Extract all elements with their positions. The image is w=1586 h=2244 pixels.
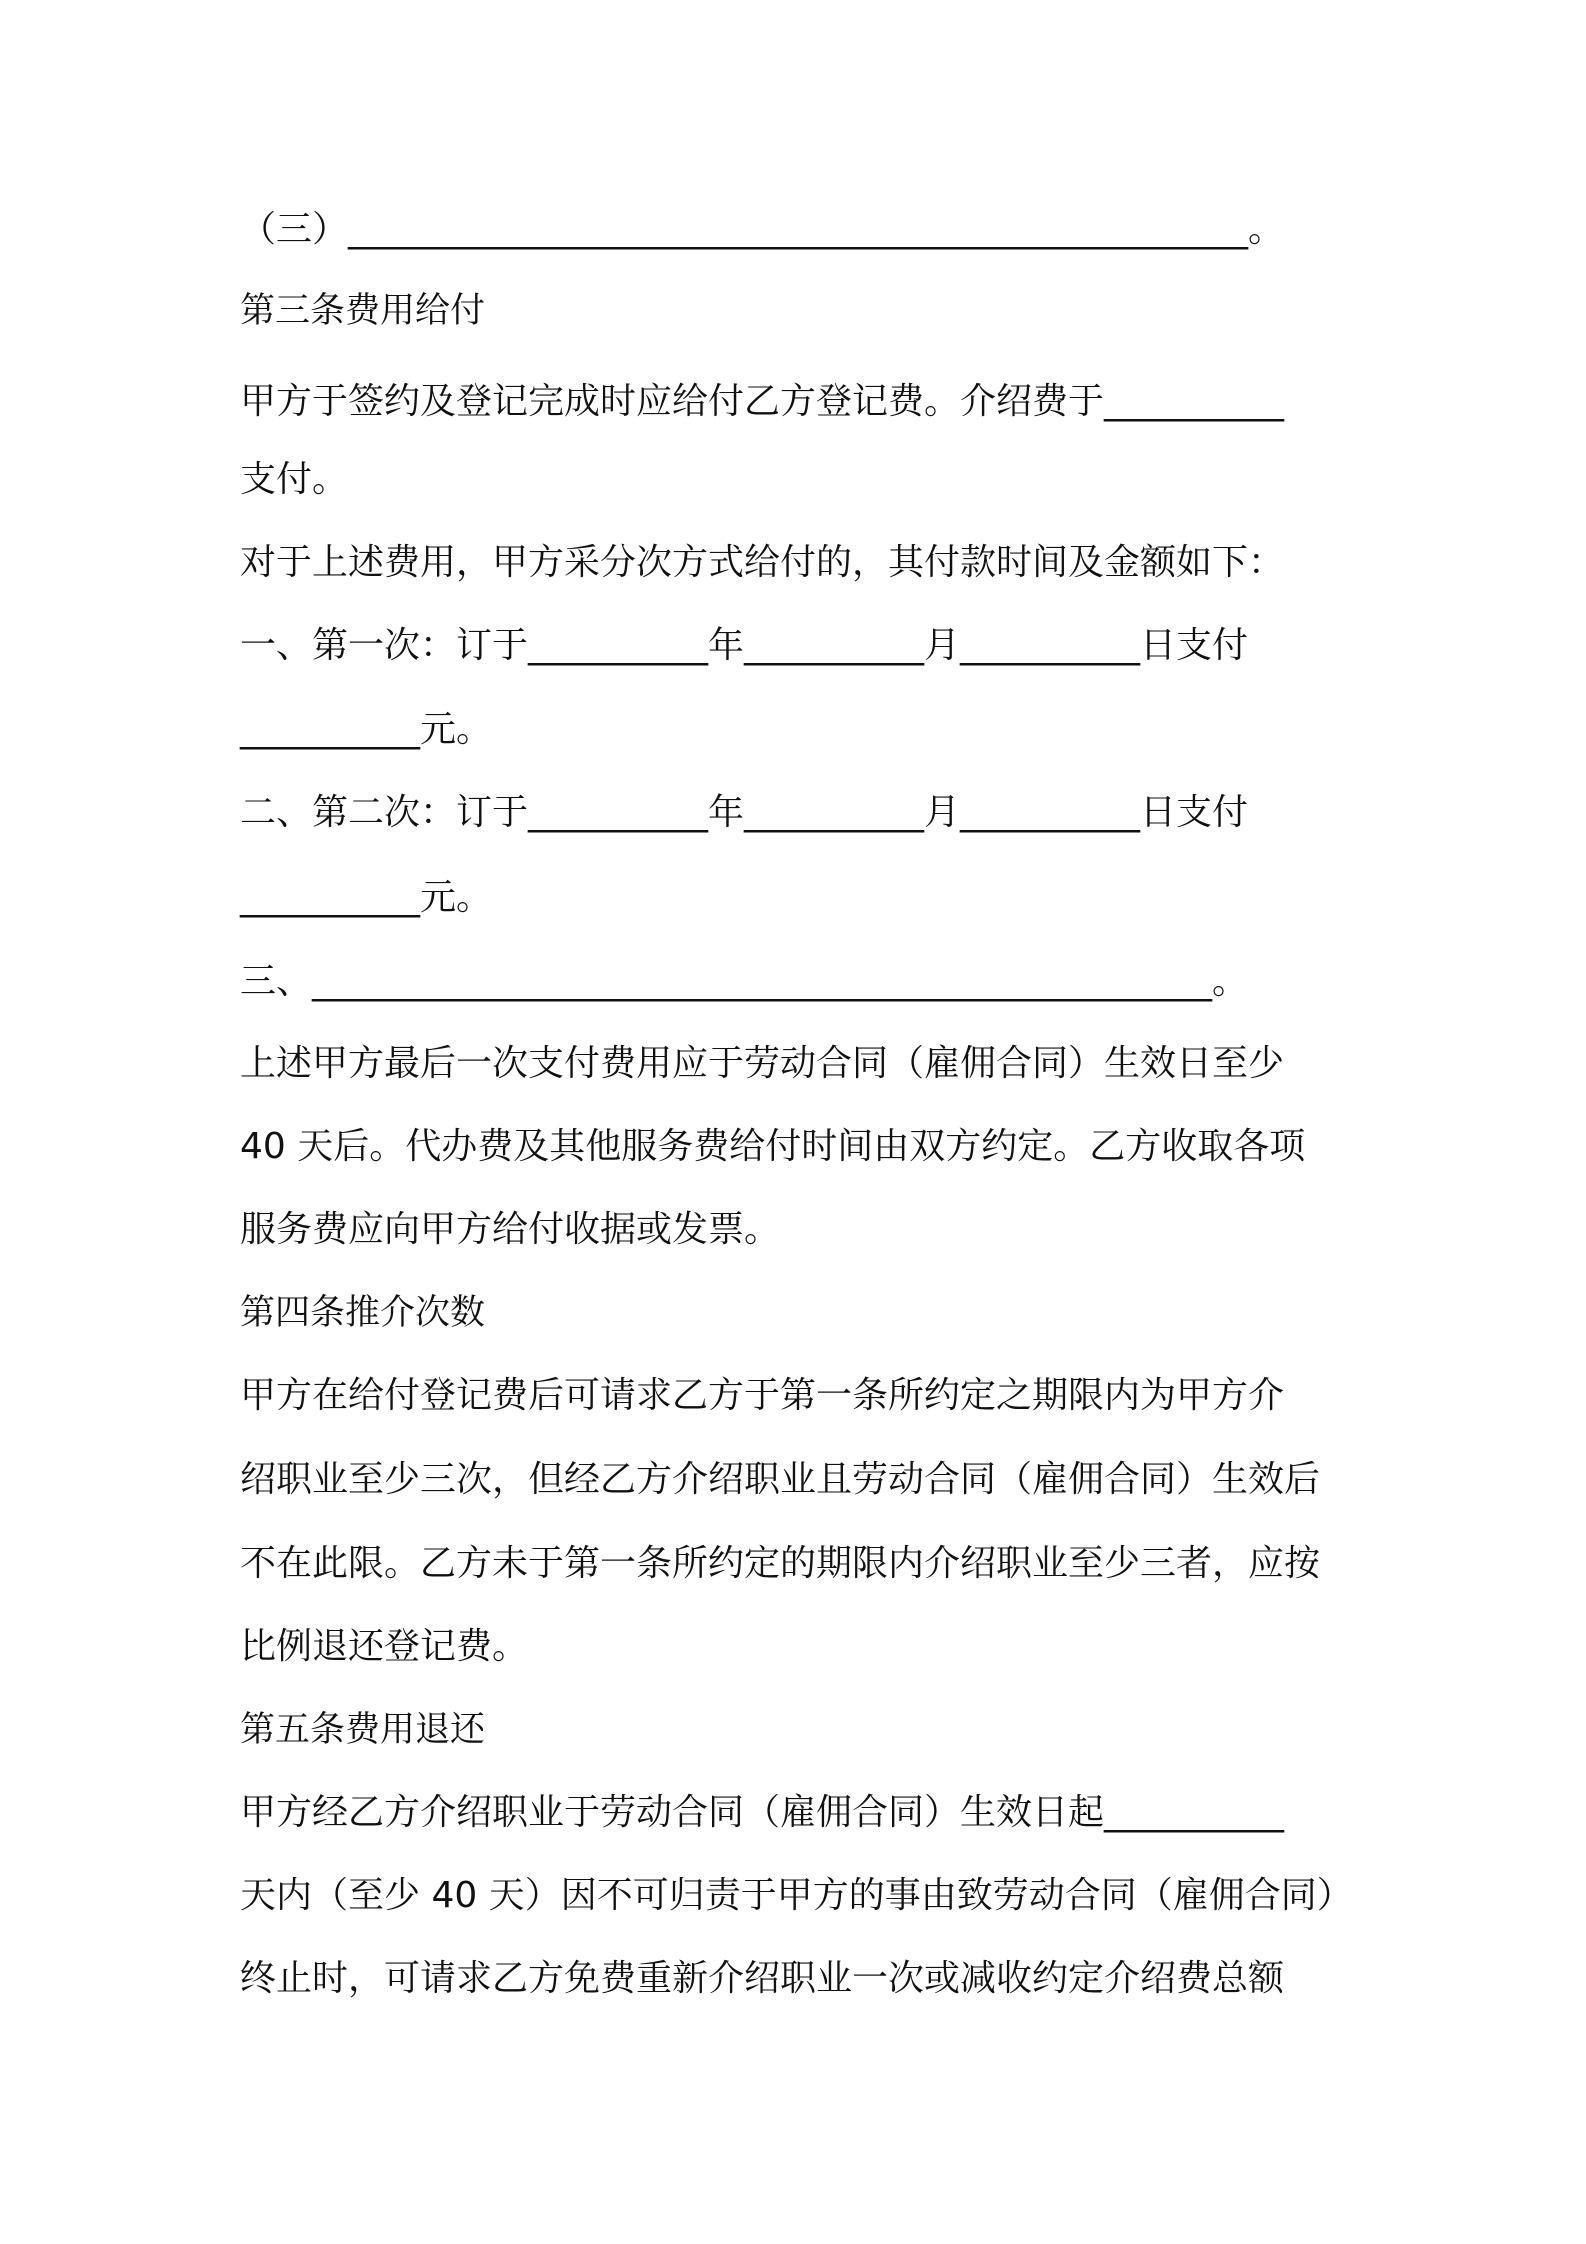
second-installment-line-1: 二、第二次：订于__________年__________月__________日支付 [240,792,1249,833]
refund-paragraph-line-3: 终止时，可请求乙方免费重新介绍职业一次或减收约定介绍费总额 [240,1958,1285,1999]
article-five-heading: 第五条费用退还 [240,1710,486,1750]
payment-paragraph-line-1: 甲方于签约及登记完成时应给付乙方登记费。介绍费于__________ [240,381,1285,422]
referral-paragraph-line-1: 甲方在给付登记费后可请求乙方于第一条所约定之期限内为甲方介 [240,1375,1285,1416]
referral-paragraph-line-2: 绍职业至少三次，但经乙方介绍职业且劳动合同（雇佣合同）生效后 [240,1459,1321,1500]
referral-paragraph-line-3: 不在此限。乙方未于第一条所约定的期限内介绍职业至少三者，应按 [240,1543,1321,1584]
referral-paragraph-line-4: 比例退还登记费。 [240,1626,529,1667]
final-payment-line-3: 服务费应向甲方给付收据或发票。 [240,1209,781,1250]
payment-paragraph-line-2: 支付。 [240,459,349,500]
third-installment-line: 三、__________________________________________________。 [240,961,1248,1002]
final-payment-line-1: 上述甲方最后一次支付费用应于劳动合同（雇佣合同）生效日至少 [240,1043,1285,1084]
refund-paragraph-line-1: 甲方经乙方介绍职业于劳动合同（雇佣合同）生效日起__________ [240,1792,1285,1833]
refund-paragraph-line-2: 天内（至少 40 天）因不可归责于甲方的事由致劳动合同（雇佣合同） [240,1875,1353,1916]
first-installment-line-1: 一、第一次：订于__________年__________月__________日支付 [240,625,1249,666]
first-installment-line-2: __________元。 [240,709,493,750]
item-three-blank-line: （三）__________________________________________________。 [240,209,1285,250]
article-four-heading: 第四条推介次数 [240,1293,486,1333]
second-installment-line-2: __________元。 [240,877,493,918]
article-three-heading: 第三条费用给付 [240,291,486,331]
installment-intro-line: 对于上述费用，甲方采分次方式给付的，其付款时间及金额如下： [240,542,1285,583]
final-payment-line-2: 40 天后。代办费及其他服务费给付时间由双方约定。乙方收取各项 [240,1126,1306,1167]
